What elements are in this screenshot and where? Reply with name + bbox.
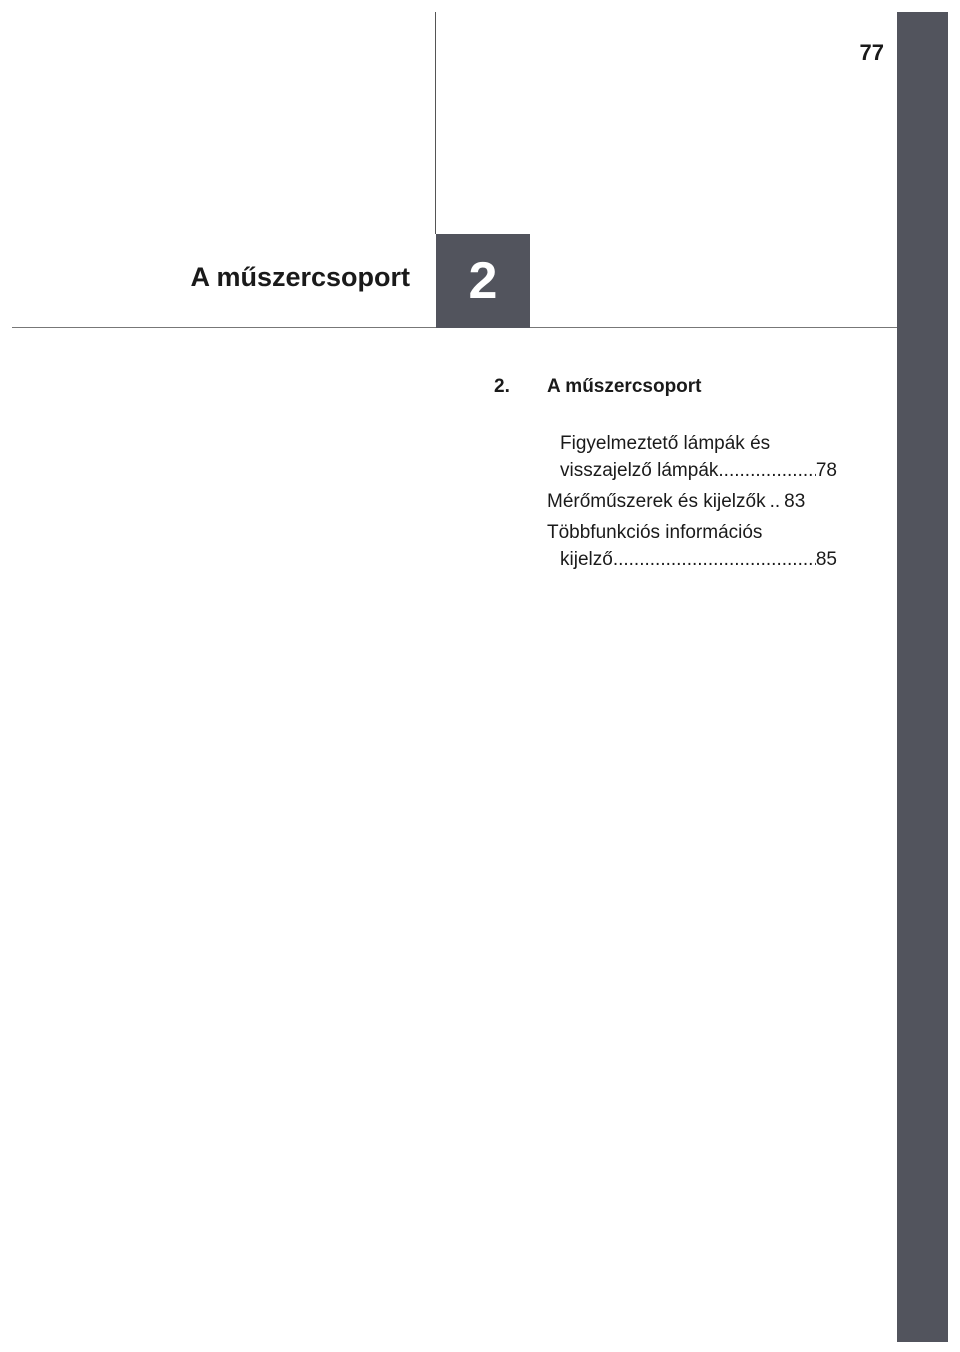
toc-entry-multi-info-display[interactable] — [547, 519, 837, 573]
toc-entry-text: Mérőműszerek és kijelzők — [547, 491, 766, 512]
toc-leader-dots — [613, 546, 816, 573]
toc-entry-text: kijelző — [560, 549, 613, 570]
vertical-divider — [435, 12, 436, 234]
chapter-number: 2 — [468, 252, 498, 310]
toc-entry-gauges[interactable] — [547, 488, 837, 515]
table-of-contents — [547, 430, 837, 577]
toc-entry-text: Többfunkciós információs — [547, 522, 763, 543]
toc-entry-warning-lights[interactable] — [547, 430, 837, 484]
toc-page-number: 78 — [815, 460, 837, 481]
section-title: A műszercsoport — [547, 376, 702, 397]
toc-page-number: 83 — [784, 491, 806, 512]
chapter-number-box — [436, 234, 530, 328]
chapter-title: A műszercsoport — [190, 262, 410, 292]
toc-entry-text: Figyelmeztető lámpák és — [560, 433, 771, 454]
toc-page-number: 85 — [815, 549, 837, 570]
section-number: 2. — [494, 376, 510, 397]
toc-leader-dots — [770, 488, 781, 515]
side-thumb-tab — [897, 12, 948, 1342]
page-number: 77 — [859, 40, 884, 65]
toc-entry-text: visszajelző lámpák — [560, 460, 719, 481]
toc-leader-dots — [718, 457, 815, 484]
